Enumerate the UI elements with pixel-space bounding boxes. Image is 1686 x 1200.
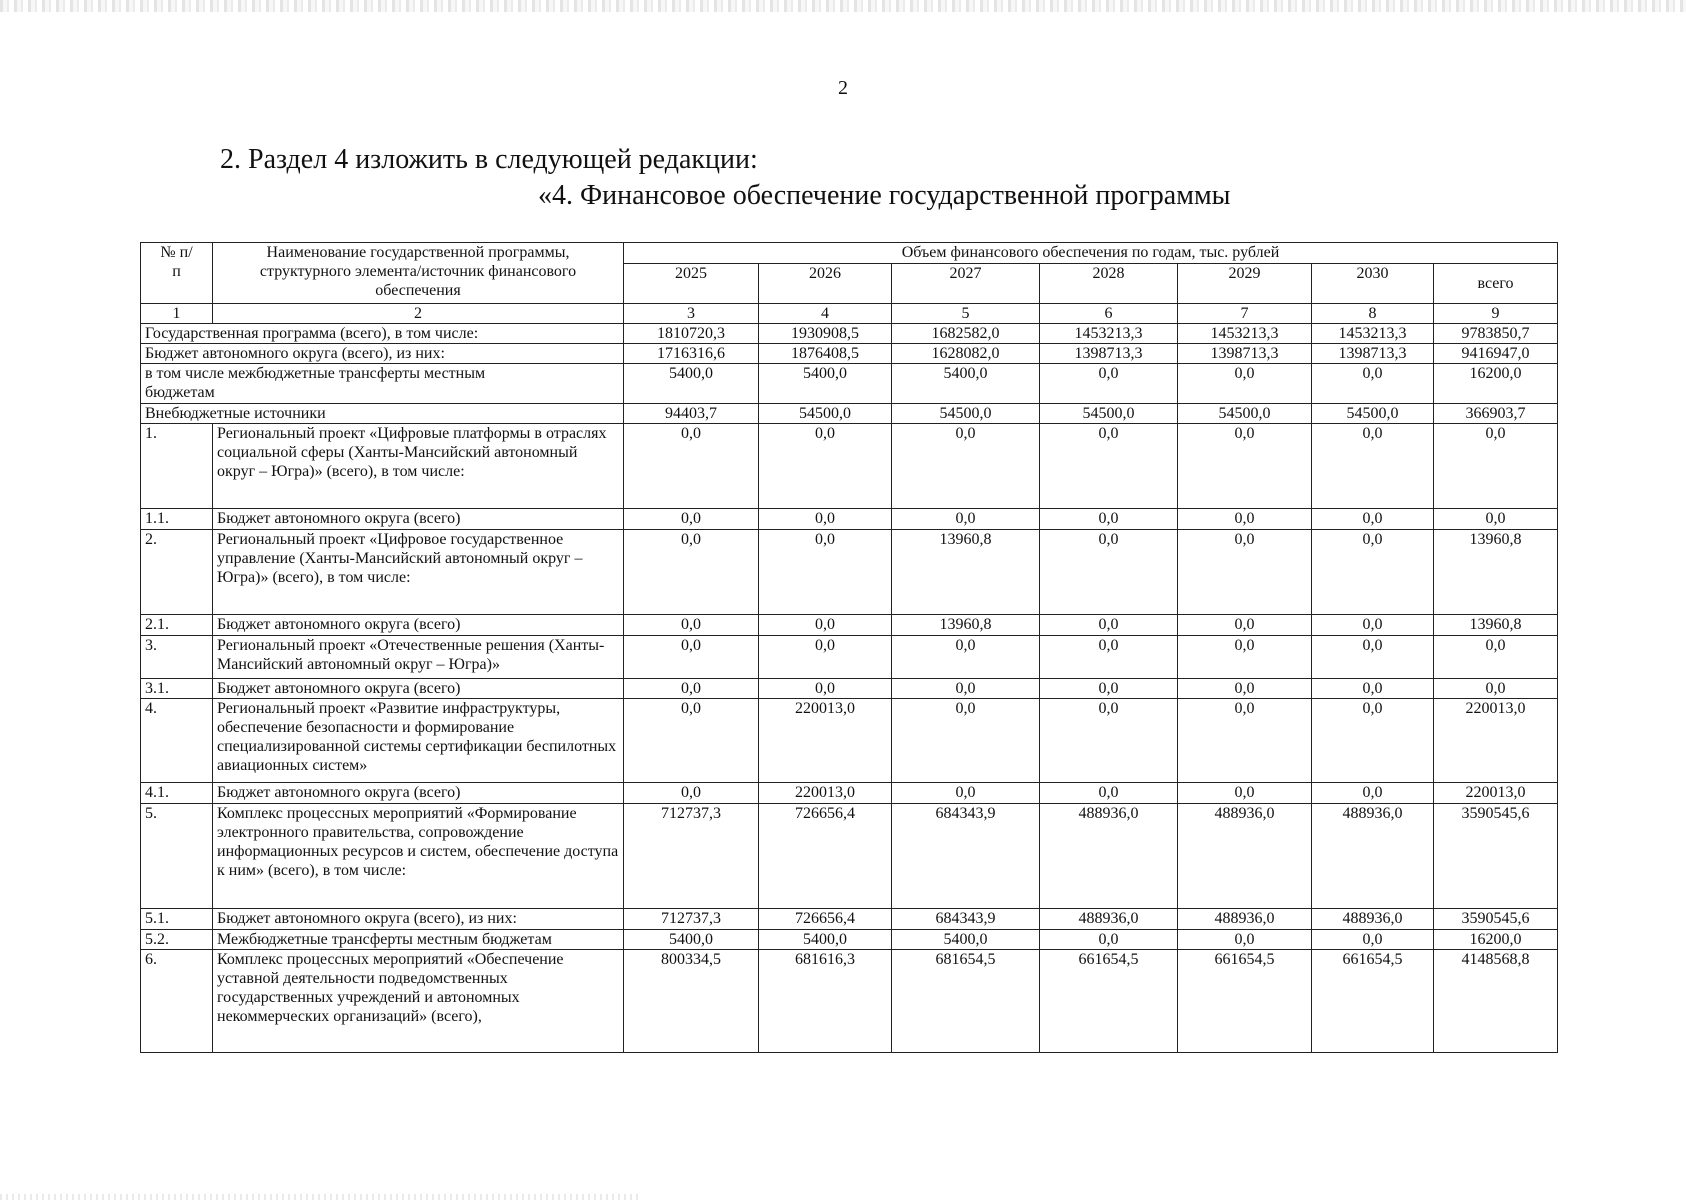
- value-cell: 0,0: [1040, 679, 1178, 699]
- table-row: [141, 679, 1558, 699]
- value-cell: 0,0: [624, 699, 759, 783]
- value-cell: 5400,0: [624, 364, 759, 404]
- value-cell: 800334,5: [624, 950, 759, 1053]
- value-cell: 1810720,3: [624, 324, 759, 344]
- value-cell: 0,0: [1040, 615, 1178, 636]
- index-cell: 1: [141, 304, 213, 324]
- value-cell: 488936,0: [1312, 804, 1434, 909]
- value-cell: 0,0: [759, 530, 892, 615]
- value-cell: 1716316,6: [624, 344, 759, 364]
- row-number: 5.: [141, 804, 213, 909]
- value-cell: 5400,0: [624, 930, 759, 950]
- row-label: Комплекс процессных мероприятий «Обеспечение уставной деятельности подведомственных государственных учреждений и автономных некоммерческих организаций» (всего),: [213, 950, 624, 1053]
- value-cell: 16200,0: [1434, 364, 1558, 404]
- row-number: 2.1.: [141, 615, 213, 636]
- summary-label: Бюджет автономного округа (всего), из них:: [141, 344, 624, 364]
- value-cell: 1398713,3: [1040, 344, 1178, 364]
- value-cell: 13960,8: [1434, 615, 1558, 636]
- value-cell: 5400,0: [759, 930, 892, 950]
- value-cell: 488936,0: [1040, 804, 1178, 909]
- index-cell: 7: [1178, 304, 1312, 324]
- value-cell: 0,0: [1178, 930, 1312, 950]
- value-cell: 220013,0: [1434, 699, 1558, 783]
- row-label: Межбюджетные трансферты местным бюджетам: [213, 930, 624, 950]
- table-row: [141, 699, 1558, 783]
- row-label: Бюджет автономного округа (всего): [213, 509, 624, 530]
- value-cell: 0,0: [759, 679, 892, 699]
- value-cell: 0,0: [624, 636, 759, 679]
- value-cell: 661654,5: [1040, 950, 1178, 1053]
- value-cell: 0,0: [1312, 364, 1434, 404]
- value-cell: 54500,0: [1040, 404, 1178, 424]
- value-cell: 0,0: [624, 679, 759, 699]
- value-cell: 0,0: [1434, 509, 1558, 530]
- value-cell: 0,0: [892, 424, 1040, 509]
- row-number: 1.: [141, 424, 213, 509]
- value-cell: 16200,0: [1434, 930, 1558, 950]
- row-label: Региональный проект «Отечественные решения (Ханты-Мансийский автономный округ – Югра)»: [213, 636, 624, 679]
- row-number: 3.: [141, 636, 213, 679]
- row-label: Бюджет автономного округа (всего), из них:: [213, 909, 624, 930]
- value-cell: 661654,5: [1178, 950, 1312, 1053]
- value-cell: 0,0: [1040, 424, 1178, 509]
- value-cell: 54500,0: [892, 404, 1040, 424]
- table-row: [141, 783, 1558, 804]
- value-cell: 0,0: [1178, 699, 1312, 783]
- financing-table: [140, 242, 1558, 1053]
- value-cell: 0,0: [624, 783, 759, 804]
- value-cell: 0,0: [1434, 636, 1558, 679]
- value-cell: 712737,3: [624, 804, 759, 909]
- header-year: 2027: [892, 264, 1040, 304]
- table-row: [141, 950, 1558, 1053]
- value-cell: 0,0: [624, 424, 759, 509]
- value-cell: 681654,5: [892, 950, 1040, 1053]
- value-cell: 0,0: [1178, 364, 1312, 404]
- header-name: Наименование государственной программы, структурного элемента/источник финансового обеспечения: [213, 243, 624, 304]
- section-subheading: «4. Финансовое обеспечение государственной программы: [538, 180, 1231, 211]
- value-cell: 3590545,6: [1434, 804, 1558, 909]
- value-cell: 0,0: [892, 679, 1040, 699]
- header-year: 2030: [1312, 264, 1434, 304]
- summary-label: в том числе межбюджетные трансферты местным бюджетам: [141, 364, 624, 404]
- header-year: 2029: [1178, 264, 1312, 304]
- summary-label: Внебюджетные источники: [141, 404, 624, 424]
- value-cell: 220013,0: [759, 699, 892, 783]
- table-row: [141, 930, 1558, 950]
- row-label: Бюджет автономного округа (всего): [213, 783, 624, 804]
- value-cell: 0,0: [759, 615, 892, 636]
- value-cell: 220013,0: [1434, 783, 1558, 804]
- value-cell: 5400,0: [892, 930, 1040, 950]
- value-cell: 488936,0: [1178, 909, 1312, 930]
- value-cell: 0,0: [759, 509, 892, 530]
- value-cell: 726656,4: [759, 804, 892, 909]
- table-row: [141, 636, 1558, 679]
- row-number: 6.: [141, 950, 213, 1053]
- value-cell: 0,0: [1312, 699, 1434, 783]
- value-cell: 0,0: [1312, 615, 1434, 636]
- value-cell: 0,0: [1040, 364, 1178, 404]
- value-cell: 0,0: [1312, 636, 1434, 679]
- value-cell: 0,0: [892, 636, 1040, 679]
- value-cell: 94403,7: [624, 404, 759, 424]
- value-cell: 0,0: [1178, 679, 1312, 699]
- value-cell: 661654,5: [1312, 950, 1434, 1053]
- value-cell: 726656,4: [759, 909, 892, 930]
- scan-artifact-top: [0, 0, 1686, 12]
- row-label: Региональный проект «Цифровое государственное управление (Ханты-Мансийский автономный округ – Югра)» (всего), в том числе:: [213, 530, 624, 615]
- value-cell: 1398713,3: [1312, 344, 1434, 364]
- table-row: [141, 424, 1558, 509]
- value-cell: 0,0: [892, 509, 1040, 530]
- value-cell: 0,0: [1040, 930, 1178, 950]
- summary-row: [141, 404, 1558, 424]
- row-number: 4.1.: [141, 783, 213, 804]
- value-cell: 0,0: [624, 530, 759, 615]
- value-cell: 0,0: [1178, 636, 1312, 679]
- value-cell: 0,0: [1178, 615, 1312, 636]
- value-cell: 1453213,3: [1040, 324, 1178, 344]
- value-cell: 0,0: [1312, 930, 1434, 950]
- value-cell: 0,0: [1040, 636, 1178, 679]
- value-cell: 13960,8: [892, 530, 1040, 615]
- value-cell: 3590545,6: [1434, 909, 1558, 930]
- value-cell: 1930908,5: [759, 324, 892, 344]
- value-cell: 681616,3: [759, 950, 892, 1053]
- value-cell: 0,0: [1312, 424, 1434, 509]
- value-cell: 0,0: [624, 509, 759, 530]
- table-row: [141, 530, 1558, 615]
- value-cell: 220013,0: [759, 783, 892, 804]
- value-cell: 0,0: [1040, 509, 1178, 530]
- header-year: 2025: [624, 264, 759, 304]
- value-cell: 1398713,3: [1178, 344, 1312, 364]
- value-cell: 488936,0: [1040, 909, 1178, 930]
- summary-label: Государственная программа (всего), в том числе:: [141, 324, 624, 344]
- summary-row: [141, 324, 1558, 344]
- value-cell: 0,0: [1040, 530, 1178, 615]
- row-number: 1.1.: [141, 509, 213, 530]
- header-year: 2028: [1040, 264, 1178, 304]
- value-cell: 0,0: [1312, 509, 1434, 530]
- value-cell: 4148568,8: [1434, 950, 1558, 1053]
- value-cell: 0,0: [1178, 530, 1312, 615]
- value-cell: 0,0: [1040, 783, 1178, 804]
- value-cell: 0,0: [1312, 783, 1434, 804]
- index-cell: 8: [1312, 304, 1434, 324]
- value-cell: 0,0: [1434, 424, 1558, 509]
- row-number: 5.2.: [141, 930, 213, 950]
- value-cell: 712737,3: [624, 909, 759, 930]
- value-cell: 5400,0: [759, 364, 892, 404]
- value-cell: 1876408,5: [759, 344, 892, 364]
- value-cell: 684343,9: [892, 909, 1040, 930]
- index-cell: 5: [892, 304, 1040, 324]
- value-cell: 9783850,7: [1434, 324, 1558, 344]
- value-cell: 1453213,3: [1178, 324, 1312, 344]
- value-cell: 0,0: [1178, 783, 1312, 804]
- value-cell: 0,0: [892, 783, 1040, 804]
- value-cell: 0,0: [624, 615, 759, 636]
- row-label: Бюджет автономного округа (всего): [213, 679, 624, 699]
- index-cell: 6: [1040, 304, 1178, 324]
- table-row: [141, 615, 1558, 636]
- value-cell: 0,0: [892, 699, 1040, 783]
- value-cell: 0,0: [759, 424, 892, 509]
- index-cell: 3: [624, 304, 759, 324]
- row-label: Комплекс процессных мероприятий «Формирование электронного правительства, сопровождение информационных ресурсов и систем, обеспечение доступа к ним» (всего), в том числе:: [213, 804, 624, 909]
- header-total: всего: [1434, 264, 1558, 304]
- table-row: [141, 909, 1558, 930]
- value-cell: 0,0: [1178, 509, 1312, 530]
- section-heading: 2. Раздел 4 изложить в следующей редакции:: [220, 144, 758, 175]
- scan-artifact-bottom: [0, 1194, 640, 1200]
- table-row: [141, 509, 1558, 530]
- header-year: 2026: [759, 264, 892, 304]
- row-number: 5.1.: [141, 909, 213, 930]
- row-label: Региональный проект «Цифровые платформы в отраслях социальной сферы (Ханты-Мансийский автономный округ – Югра)» (всего), в том числе:: [213, 424, 624, 509]
- summary-row: [141, 364, 1558, 404]
- value-cell: 0,0: [1434, 679, 1558, 699]
- row-label: Региональный проект «Развитие инфраструктуры, обеспечение безопасности и формирование специализированной системы сертификации беспилотных авиационных систем»: [213, 699, 624, 783]
- index-row: [141, 304, 1558, 324]
- value-cell: 13960,8: [1434, 530, 1558, 615]
- value-cell: 488936,0: [1178, 804, 1312, 909]
- value-cell: 1682582,0: [892, 324, 1040, 344]
- row-label: Бюджет автономного округа (всего): [213, 615, 624, 636]
- value-cell: 13960,8: [892, 615, 1040, 636]
- index-cell: 9: [1434, 304, 1558, 324]
- row-number: 3.1.: [141, 679, 213, 699]
- value-cell: 488936,0: [1312, 909, 1434, 930]
- value-cell: 54500,0: [1178, 404, 1312, 424]
- table-row: [141, 804, 1558, 909]
- value-cell: 5400,0: [892, 364, 1040, 404]
- value-cell: 0,0: [759, 636, 892, 679]
- value-cell: 0,0: [1178, 424, 1312, 509]
- value-cell: 684343,9: [892, 804, 1040, 909]
- value-cell: 0,0: [1312, 679, 1434, 699]
- value-cell: 9416947,0: [1434, 344, 1558, 364]
- value-cell: 1453213,3: [1312, 324, 1434, 344]
- row-number: 4.: [141, 699, 213, 783]
- value-cell: 54500,0: [1312, 404, 1434, 424]
- index-cell: 4: [759, 304, 892, 324]
- value-cell: 1628082,0: [892, 344, 1040, 364]
- value-cell: 0,0: [1040, 699, 1178, 783]
- header-number: № п/п: [141, 243, 213, 304]
- value-cell: 54500,0: [759, 404, 892, 424]
- row-number: 2.: [141, 530, 213, 615]
- header-group-title: Объем финансового обеспечения по годам, тыс. рублей: [624, 243, 1558, 264]
- index-cell: 2: [213, 304, 624, 324]
- value-cell: 0,0: [1312, 530, 1434, 615]
- summary-row: [141, 344, 1558, 364]
- page-number: 2: [838, 77, 848, 99]
- value-cell: 366903,7: [1434, 404, 1558, 424]
